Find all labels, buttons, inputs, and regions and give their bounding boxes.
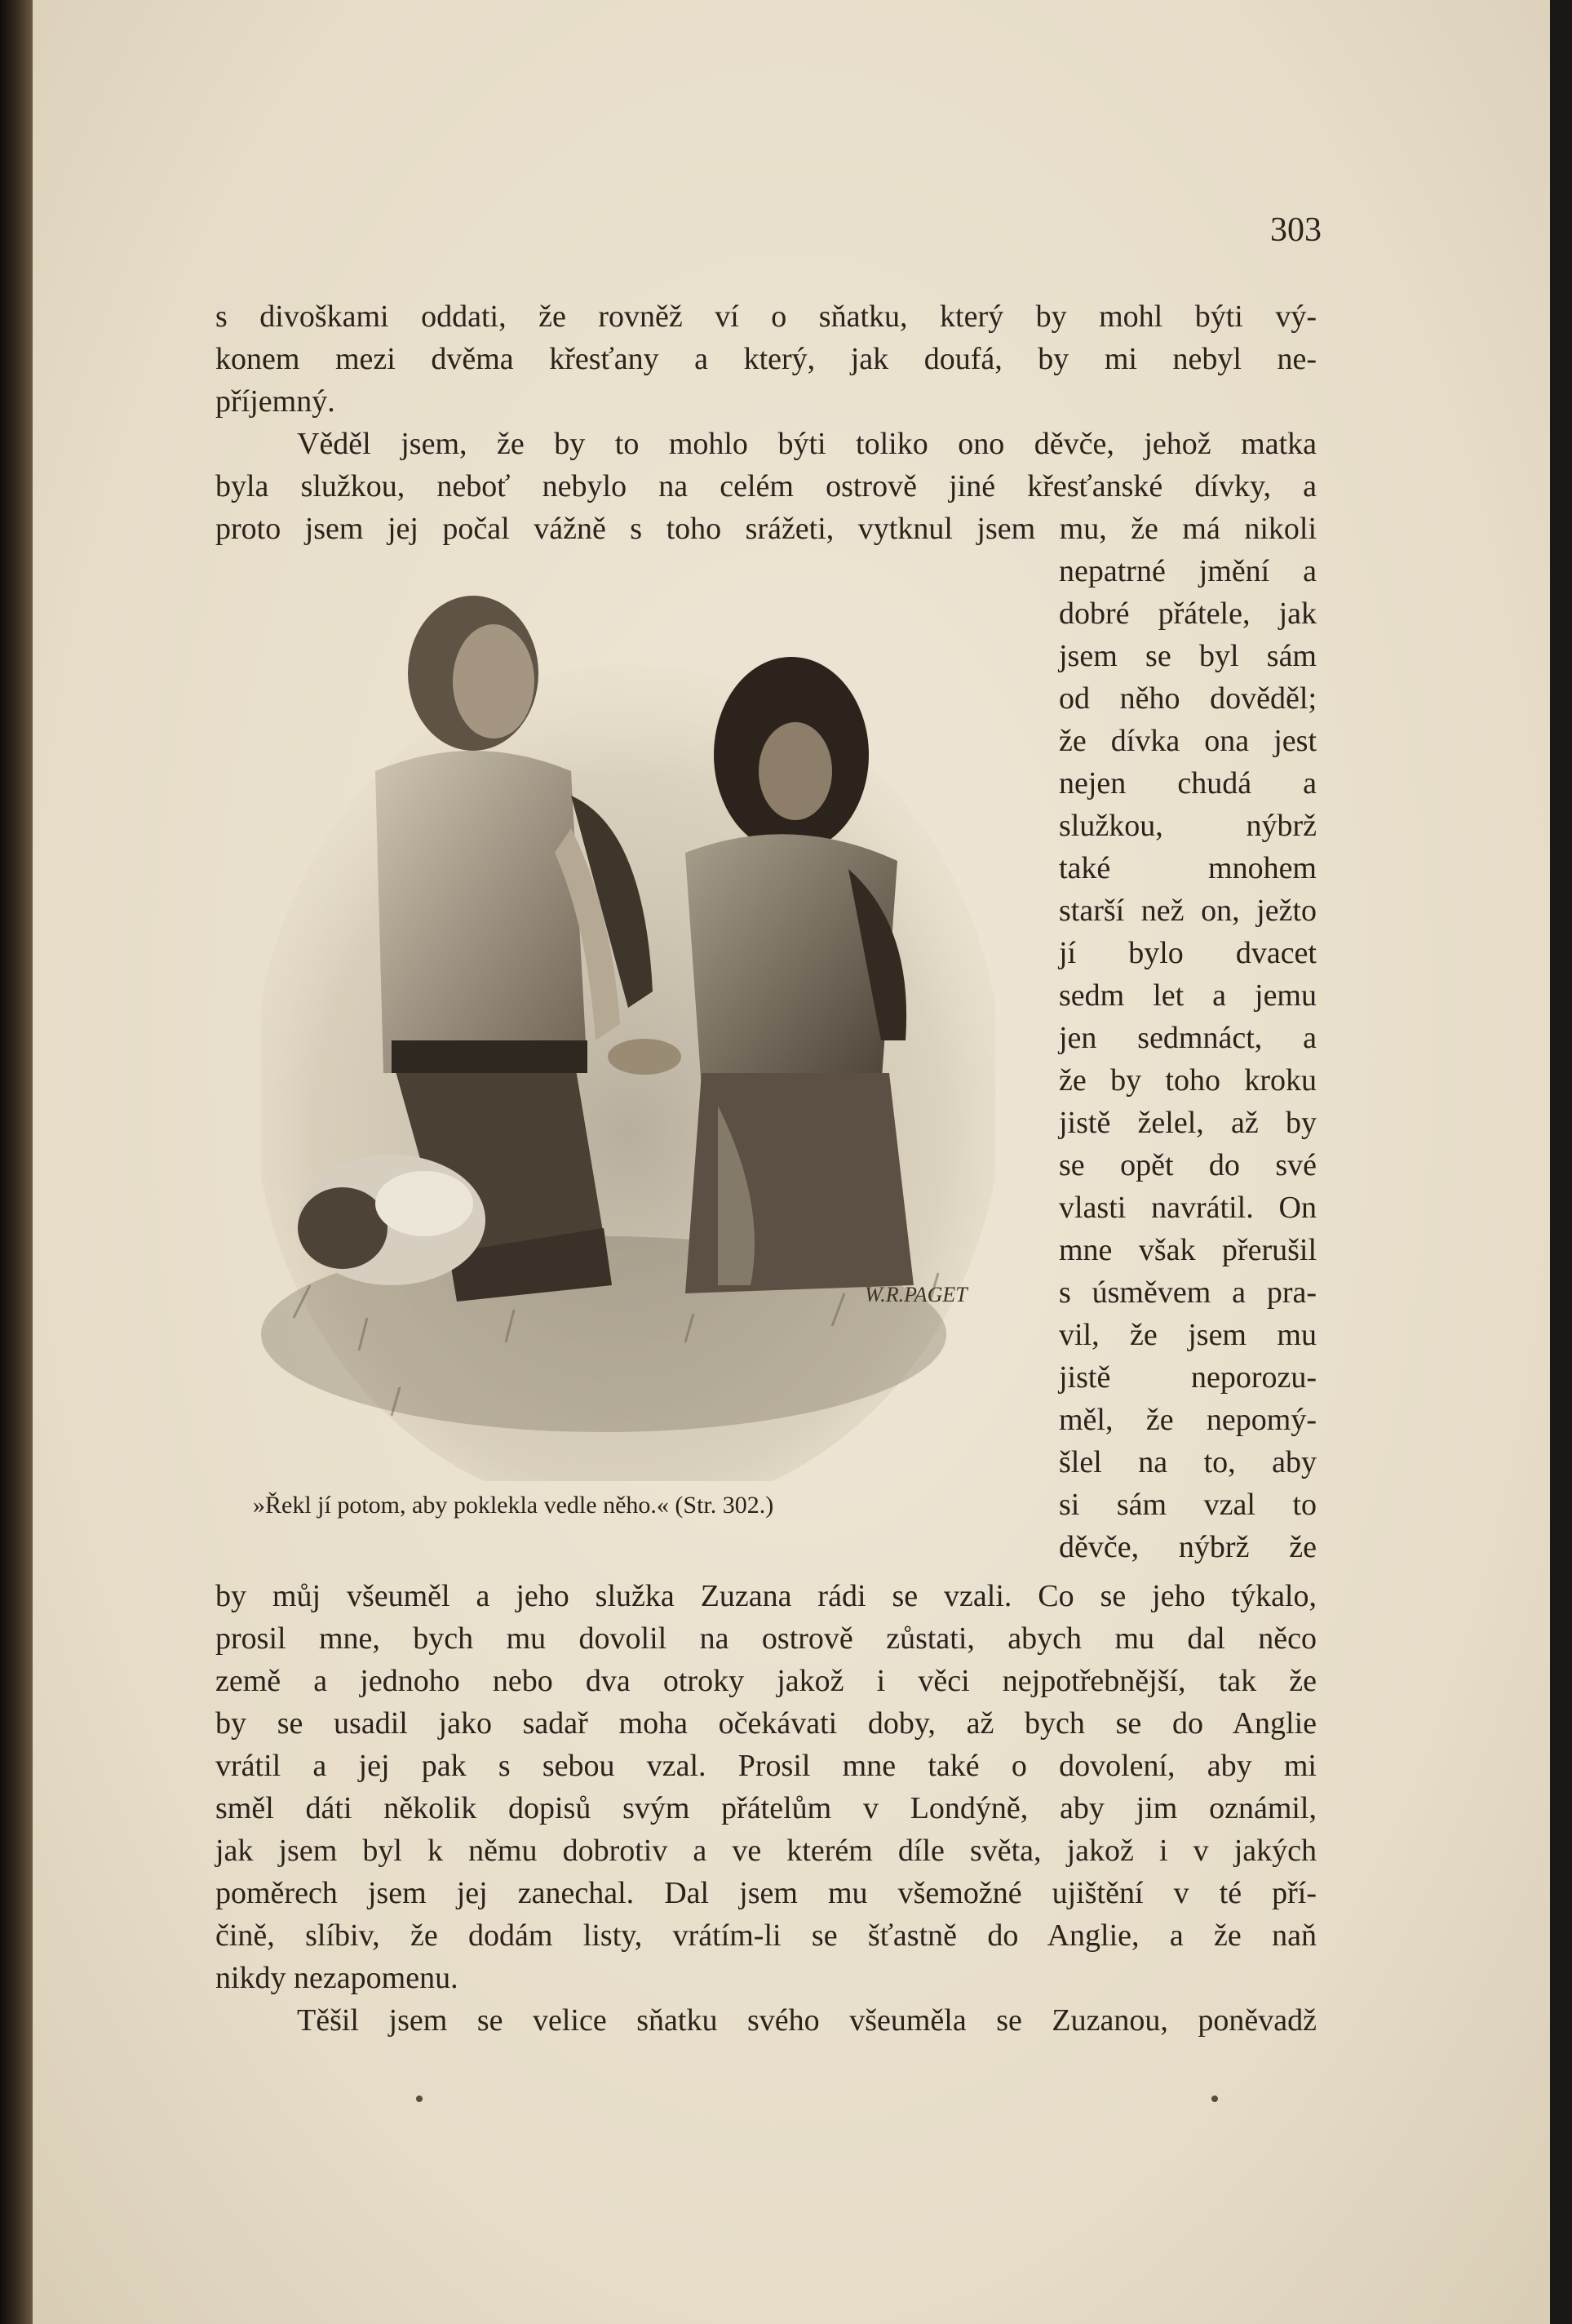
text-line: Těšil jsem se velice sňatku svého všeuměla se Zuzanou, poněvadž <box>297 2003 1317 2038</box>
text-line: příjemný. <box>215 384 335 419</box>
text-line: poměrech jsem jej zanechal. Dal jsem mu všemožné ujištění v té pří- <box>215 1876 1317 1910</box>
book-spine <box>0 0 33 2324</box>
text-line: Věděl jsem, že by to mohlo býti toliko ono děvče, jehož matka <box>297 427 1317 461</box>
side-text-line: že dívka ona jest <box>1059 724 1317 758</box>
side-text-line: jistě neporozu- <box>1059 1360 1317 1395</box>
side-text-line: vil, že jsem mu <box>1059 1318 1317 1352</box>
side-text-line: si sám vzal to <box>1059 1488 1317 1522</box>
artist-signature: W.R.PAGET <box>865 1283 968 1306</box>
side-text-line: služkou, nýbrž <box>1059 809 1317 843</box>
page-number: 303 <box>1270 211 1322 249</box>
text-line: s divoškami oddati, že rovněž ví o sňatku, který by mohl býti vý- <box>215 299 1317 334</box>
joined-hands <box>608 1039 681 1075</box>
illustration-caption: »Řekl jí potom, aby poklekla vedle něho.« (Str. 302.) <box>253 1492 774 1519</box>
text-line: by se usadil jako sadař moha očekávati doby, až bych se do Anglie <box>215 1706 1317 1741</box>
book-page <box>33 0 1550 2324</box>
text-line: nikdy nezapomenu. <box>215 1961 458 1995</box>
side-text-line: také mnohem <box>1059 851 1317 885</box>
page-speck <box>1211 2096 1218 2102</box>
text-line: země a jednoho nebo dva otroky jakož i věci nejpotřebnější, tak že <box>215 1664 1317 1698</box>
text-line: konem mezi dvěma křesťany a který, jak doufá, by mi nebyl ne- <box>215 342 1317 376</box>
text-line: jak jsem byl k němu dobrotiv a ve kterém díle světa, jakož i v jakých <box>215 1834 1317 1868</box>
side-text-line: děvče, nýbrž že <box>1059 1530 1317 1564</box>
kneeling-woman-figure <box>685 657 914 1293</box>
side-text-line: dobré přátele, jak <box>1059 597 1317 631</box>
side-text-line: jí bylo dvacet <box>1059 936 1317 970</box>
side-text-line: šlel na to, aby <box>1059 1445 1317 1479</box>
animal-figure <box>298 1155 485 1285</box>
side-text-line: nepatrné jmění a <box>1059 554 1317 588</box>
side-text-line: od něho dověděl; <box>1059 681 1317 716</box>
text-line: byla služkou, neboť nebylo na celém ostrově jiné křesťanské dívky, a <box>215 469 1317 503</box>
side-text-line: mne však přerušil <box>1059 1233 1317 1267</box>
text-line: prosil mne, bych mu dovolil na ostrově zůstati, abych mu dal něco <box>215 1621 1317 1656</box>
side-text-line: měl, že nepomý- <box>1059 1403 1317 1437</box>
side-text-line: jistě želel, až by <box>1059 1106 1317 1140</box>
page-speck <box>416 2096 423 2102</box>
side-text-line: starší než on, ježto <box>1059 894 1317 928</box>
side-text-line: sedm let a jemu <box>1059 978 1317 1013</box>
text-line: čině, slíbiv, že dodám listy, vrátím-li se šťastně do Anglie, a že naň <box>215 1918 1317 1953</box>
text-line: proto jsem jej počal vážně s toho srážeti, vytknul jsem mu, že má nikoli <box>215 512 1317 546</box>
text-line: vrátil a jej pak s sebou vzal. Prosil mne také o dovolení, aby mi <box>215 1749 1317 1783</box>
side-text-line: že by toho kroku <box>1059 1063 1317 1098</box>
text-line: by můj všeuměl a jeho služka Zuzana rádi se vzali. Co se jeho týkalo, <box>215 1579 1317 1613</box>
text-line: směl dáti několik dopisů svým přátelům v Londýně, aby jim oznámil, <box>215 1791 1317 1825</box>
engraving-illustration <box>261 583 995 1481</box>
side-text-line: jsem se byl sám <box>1059 639 1317 673</box>
side-text-line: nejen chudá a <box>1059 766 1317 801</box>
side-text-line: s úsměvem a pra- <box>1059 1275 1317 1310</box>
side-text-line: jen sedmnáct, a <box>1059 1021 1317 1055</box>
side-text-line: se opět do své <box>1059 1148 1317 1182</box>
side-text-line: vlasti navrátil. On <box>1059 1191 1317 1225</box>
